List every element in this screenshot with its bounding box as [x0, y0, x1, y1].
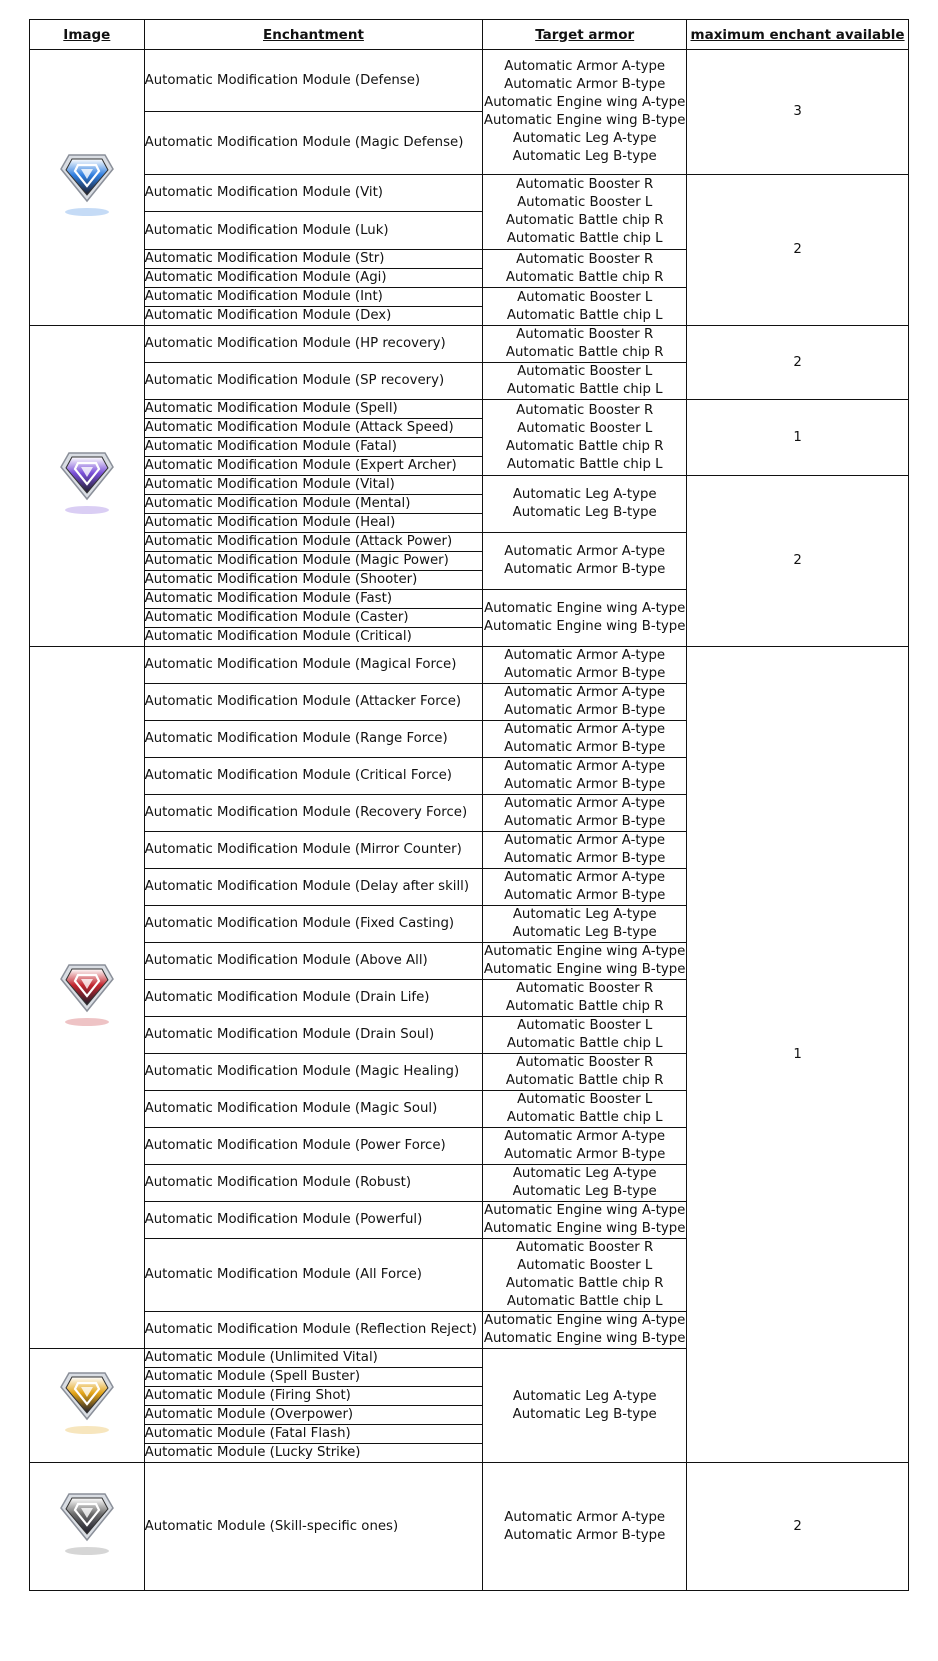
target-armor-item: Automatic Leg A-type: [512, 487, 657, 502]
target-armor-item: Automatic Battle chip R: [505, 999, 664, 1014]
target-armor-cell: [483, 1312, 687, 1349]
target-armor-item: Automatic Engine wing B-type: [483, 113, 686, 128]
enchantment-cell: Automatic Modification Module (Heal): [144, 514, 483, 533]
enchantment-cell: Automatic Modification Module (Recovery Force): [144, 795, 483, 832]
target-armor-item: Automatic Armor A-type: [504, 59, 666, 74]
enchantment-cell: Automatic Modification Module (Shooter): [144, 571, 483, 590]
enchantment-cell: Automatic Modification Module (Magic Soul): [144, 1091, 483, 1128]
enchantment-cell: Automatic Module (Skill-specific ones): [144, 1463, 483, 1591]
target-armor-item: Automatic Booster R: [516, 1240, 654, 1255]
enchantment-cell: Automatic Modification Module (Fatal): [144, 438, 483, 457]
target-armor-cell: [483, 1202, 687, 1239]
purple-module-icon: [59, 447, 115, 519]
target-armor-item: Automatic Leg A-type: [512, 131, 657, 146]
table-row: [30, 326, 909, 363]
target-armor-item: Automatic Engine wing B-type: [483, 962, 686, 977]
enchantment-cell: Automatic Modification Module (Above All): [144, 943, 483, 980]
target-armor-item: Automatic Engine wing A-type: [484, 1313, 686, 1328]
enchantment-cell: Automatic Module (Spell Buster): [144, 1368, 483, 1387]
enchantment-cell: Automatic Modification Module (Drain Life): [144, 980, 483, 1017]
target-armor-item: Automatic Leg A-type: [512, 1388, 657, 1404]
target-armor-item: Automatic Armor A-type: [504, 544, 666, 559]
target-armor-cell: [483, 684, 687, 721]
target-armor-item: Automatic Booster L: [517, 1092, 653, 1107]
target-armor-cell: [483, 400, 687, 476]
target-armor-cell: [483, 1349, 687, 1463]
enchantment-cell: Automatic Module (Overpower): [144, 1406, 483, 1425]
enchantment-cell: Automatic Modification Module (Drain Soul): [144, 1017, 483, 1054]
target-armor-cell: [483, 1128, 687, 1165]
enchantment-cell: Automatic Modification Module (Magic Healing): [144, 1054, 483, 1091]
target-armor-cell: [483, 288, 687, 326]
target-armor-item: Automatic Armor B-type: [504, 1527, 666, 1543]
enchantment-cell: Automatic Modification Module (Mental): [144, 495, 483, 514]
target-armor-item: Automatic Battle chip R: [505, 1073, 664, 1088]
table-row: [30, 1463, 909, 1591]
target-armor-item: Automatic Engine wing A-type: [484, 1203, 686, 1218]
target-armor-item: Automatic Booster L: [517, 289, 653, 305]
target-armor-item: Automatic Engine wing A-type: [484, 944, 686, 959]
blue-module-icon: [59, 149, 115, 221]
enchantment-cell: Automatic Modification Module (All Force): [144, 1239, 483, 1312]
enchantment-cell: Automatic Module (Lucky Strike): [144, 1444, 483, 1463]
target-armor-cell: [483, 980, 687, 1017]
target-armor-item: Automatic Armor A-type: [504, 833, 666, 848]
image-cell: [30, 647, 145, 1349]
target-armor-item: Automatic Booster L: [517, 364, 653, 379]
target-armor-item: Automatic Leg B-type: [512, 1406, 657, 1422]
target-armor-cell: [483, 50, 687, 175]
target-armor-cell: [483, 1165, 687, 1202]
target-armor-item: Automatic Booster L: [517, 195, 653, 210]
enchantment-cell: Automatic Modification Module (Mirror Counter): [144, 832, 483, 869]
enchantment-cell: Automatic Modification Module (Str): [144, 250, 483, 269]
table-row: [30, 175, 909, 212]
header-max-enchant: maximum enchant available: [687, 20, 909, 50]
target-armor-item: Automatic Armor B-type: [504, 703, 666, 718]
target-armor-cell: [483, 1463, 687, 1591]
enchantment-cell: Automatic Modification Module (Agi): [144, 269, 483, 288]
enchantment-cell: Automatic Modification Module (Defense): [144, 50, 483, 112]
table-row: [30, 50, 909, 112]
target-armor-item: Automatic Armor B-type: [504, 740, 666, 755]
max-enchant-cell: 3: [687, 50, 909, 175]
target-armor-item: Automatic Armor A-type: [504, 1509, 666, 1525]
target-armor-item: Automatic Armor A-type: [504, 1129, 666, 1144]
target-armor-cell: [483, 647, 687, 684]
target-armor-cell: [483, 363, 687, 400]
header-image: Image: [30, 20, 145, 50]
enchantment-cell: Automatic Modification Module (Powerful): [144, 1202, 483, 1239]
max-enchant-cell: 1: [687, 400, 909, 476]
target-armor-item: Automatic Armor B-type: [504, 888, 666, 903]
enchantment-cell: Automatic Module (Unlimited Vital): [144, 1349, 483, 1368]
target-armor-item: Automatic Booster R: [516, 1055, 654, 1070]
header-enchantment: Enchantment: [144, 20, 483, 50]
target-armor-cell: [483, 476, 687, 533]
target-armor-item: Automatic Armor B-type: [504, 777, 666, 792]
target-armor-item: Automatic Battle chip L: [506, 307, 663, 323]
target-armor-item: Automatic Engine wing B-type: [483, 619, 686, 634]
enchantment-cell: Automatic Modification Module (Attack Power): [144, 533, 483, 552]
target-armor-cell: [483, 590, 687, 647]
enchantment-cell: Automatic Modification Module (Critical Force): [144, 758, 483, 795]
enchantment-cell: Automatic Modification Module (Range Force): [144, 721, 483, 758]
target-armor-item: Automatic Battle chip R: [505, 1276, 664, 1291]
max-enchant-cell: 2: [687, 1463, 909, 1591]
enchantment-cell: Automatic Modification Module (Fast): [144, 590, 483, 609]
target-armor-item: Automatic Booster R: [516, 177, 654, 192]
target-armor-item: Automatic Leg B-type: [512, 925, 657, 940]
target-armor-cell: [483, 943, 687, 980]
enchantment-cell: Automatic Modification Module (Attacker Force): [144, 684, 483, 721]
enchantment-cell: Automatic Modification Module (Spell): [144, 400, 483, 419]
target-armor-item: Automatic Booster R: [516, 402, 654, 418]
target-armor-cell: [483, 869, 687, 906]
target-armor-item: Automatic Engine wing B-type: [483, 1331, 686, 1346]
target-armor-item: Automatic Battle chip L: [506, 1036, 663, 1051]
target-armor-cell: [483, 795, 687, 832]
target-armor-item: Automatic Leg A-type: [512, 907, 657, 922]
target-armor-cell: [483, 175, 687, 250]
header-target-armor: Target armor: [483, 20, 687, 50]
enchantment-cell: Automatic Modification Module (SP recovery): [144, 363, 483, 400]
enchantment-cell: Automatic Modification Module (Vital): [144, 476, 483, 495]
target-armor-item: Automatic Booster L: [517, 1018, 653, 1033]
target-armor-item: Automatic Leg B-type: [512, 1184, 657, 1199]
target-armor-item: Automatic Armor A-type: [504, 796, 666, 811]
enchantment-cell: Automatic Module (Firing Shot): [144, 1387, 483, 1406]
max-enchant-cell: 1: [687, 647, 909, 1463]
red-module-icon: [59, 959, 115, 1031]
target-armor-item: Automatic Booster R: [516, 981, 654, 996]
target-armor-item: Automatic Armor A-type: [504, 759, 666, 774]
target-armor-item: Automatic Armor A-type: [504, 648, 666, 663]
enchantment-cell: Automatic Modification Module (Int): [144, 288, 483, 307]
enchant-table: [29, 19, 909, 1591]
enchantment-cell: Automatic Modification Module (Luk): [144, 212, 483, 250]
target-armor-item: Automatic Battle chip L: [506, 231, 663, 246]
target-armor-item: Automatic Armor A-type: [504, 722, 666, 737]
target-armor-item: Automatic Battle chip L: [506, 456, 663, 472]
enchantment-cell: Automatic Modification Module (Attack Speed): [144, 419, 483, 438]
target-armor-item: Automatic Battle chip R: [505, 213, 664, 228]
target-armor-item: Automatic Armor B-type: [504, 77, 666, 92]
target-armor-item: Automatic Armor B-type: [504, 562, 666, 577]
target-armor-item: Automatic Booster R: [516, 327, 654, 342]
target-armor-cell: [483, 906, 687, 943]
target-armor-item: Automatic Engine wing A-type: [484, 95, 686, 110]
target-armor-item: Automatic Battle chip L: [506, 382, 663, 397]
target-armor-cell: [483, 326, 687, 363]
target-armor-cell: [483, 1091, 687, 1128]
target-armor-cell: [483, 1017, 687, 1054]
image-cell: [30, 326, 145, 647]
target-armor-cell: [483, 1239, 687, 1312]
enchantment-cell: Automatic Modification Module (Magic Power): [144, 552, 483, 571]
target-armor-item: Automatic Engine wing A-type: [484, 601, 686, 616]
enchantment-cell: Automatic Modification Module (HP recovery): [144, 326, 483, 363]
target-armor-cell: [483, 758, 687, 795]
table-row: [30, 400, 909, 419]
target-armor-cell: [483, 721, 687, 758]
target-armor-item: Automatic Armor B-type: [504, 851, 666, 866]
enchantment-cell: Automatic Modification Module (Robust): [144, 1165, 483, 1202]
max-enchant-cell: 2: [687, 326, 909, 400]
enchantment-cell: Automatic Modification Module (Fixed Casting): [144, 906, 483, 943]
target-armor-item: Automatic Armor A-type: [504, 870, 666, 885]
target-armor-cell: [483, 533, 687, 590]
enchantment-cell: Automatic Modification Module (Reflection Reject): [144, 1312, 483, 1349]
enchantment-cell: Automatic Modification Module (Critical): [144, 628, 483, 647]
gray-module-icon: [59, 1488, 115, 1560]
image-cell: [30, 1463, 145, 1591]
target-armor-cell: [483, 250, 687, 288]
target-armor-item: Automatic Battle chip R: [505, 438, 664, 454]
image-cell: [30, 1349, 145, 1463]
enchantment-cell: Automatic Modification Module (Caster): [144, 609, 483, 628]
image-cell: [30, 50, 145, 326]
gold-module-icon: [59, 1367, 115, 1439]
max-enchant-cell: 2: [687, 175, 909, 326]
target-armor-item: Automatic Leg B-type: [512, 505, 657, 520]
target-armor-item: Automatic Armor B-type: [504, 814, 666, 829]
target-armor-item: Automatic Armor B-type: [504, 666, 666, 681]
enchantment-cell: Automatic Modification Module (Magical Force): [144, 647, 483, 684]
enchantment-cell: Automatic Modification Module (Delay after skill): [144, 869, 483, 906]
target-armor-cell: [483, 1054, 687, 1091]
target-armor-item: Automatic Armor A-type: [504, 685, 666, 700]
table-row: [30, 476, 909, 495]
enchantment-cell: Automatic Modification Module (Expert Archer): [144, 457, 483, 476]
enchantment-cell: Automatic Module (Fatal Flash): [144, 1425, 483, 1444]
target-armor-item: Automatic Booster R: [516, 251, 654, 267]
header-row: [30, 20, 909, 50]
target-armor-item: Automatic Leg A-type: [512, 1166, 657, 1181]
target-armor-item: Automatic Armor B-type: [504, 1147, 666, 1162]
max-enchant-cell: 2: [687, 476, 909, 647]
enchantment-cell: Automatic Modification Module (Magic Defense): [144, 112, 483, 175]
target-armor-item: Automatic Booster L: [517, 1258, 653, 1273]
target-armor-cell: [483, 832, 687, 869]
target-armor-item: Automatic Engine wing B-type: [483, 1221, 686, 1236]
target-armor-item: Automatic Battle chip R: [505, 269, 664, 285]
target-armor-item: Automatic Booster L: [517, 420, 653, 436]
enchantment-cell: Automatic Modification Module (Dex): [144, 307, 483, 326]
enchantment-cell: Automatic Modification Module (Vit): [144, 175, 483, 212]
target-armor-item: Automatic Leg B-type: [512, 149, 657, 164]
target-armor-item: Automatic Battle chip L: [506, 1110, 663, 1125]
enchantment-cell: Automatic Modification Module (Power Force): [144, 1128, 483, 1165]
target-armor-item: Automatic Battle chip R: [505, 345, 664, 360]
table-row: [30, 647, 909, 684]
target-armor-item: Automatic Battle chip L: [506, 1294, 663, 1309]
